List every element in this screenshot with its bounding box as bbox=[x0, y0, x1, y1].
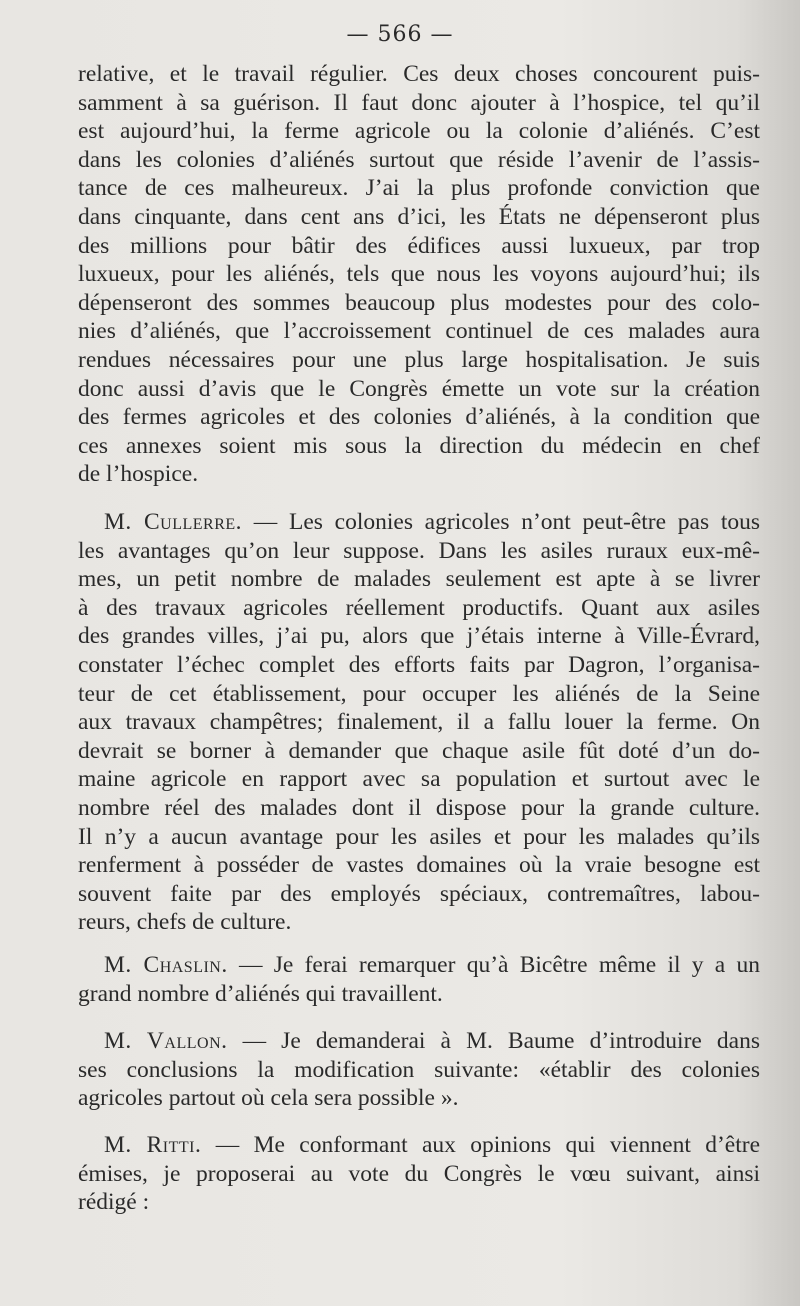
text-line: est aujourd’hui, la ferme agricole ou la colonie d’aliénés. C’est bbox=[78, 118, 760, 145]
text-line: luxueux, pour les aliénés, tels que nous les voyons aujourd’hui; ils bbox=[78, 261, 760, 288]
text-line: rendues nécessaires pour une plus large hospitalisation. Je suis bbox=[78, 346, 760, 373]
text-line: devrait se borner à demander que chaque asile fût doté d’un do- bbox=[78, 737, 760, 764]
text-line bbox=[78, 1027, 760, 1056]
speaker-name: M. Vallon. bbox=[104, 1028, 228, 1054]
paragraph-ritti bbox=[78, 1131, 760, 1217]
paragraph-continuation bbox=[78, 60, 760, 489]
text-line bbox=[78, 1131, 760, 1160]
text-fragment: — Les colonies agricoles n’ont peut-être pas tous bbox=[242, 509, 761, 535]
text-line: les avantages qu’on leur suppose. Dans les asiles ruraux eux-mê- bbox=[78, 537, 760, 564]
text-line: tance de ces malheureux. J’ai la plus profonde conviction que bbox=[78, 175, 760, 202]
text-line: des grandes villes, j’ai pu, alors que j’étais interne à Ville-Évrard, bbox=[78, 623, 760, 650]
text-line bbox=[78, 951, 760, 980]
text-fragment: — Me conformant aux opinions qui viennent d’être bbox=[201, 1132, 760, 1158]
text-line: Il n’y a aucun avantage pour les asiles et pour les malades qu’ils bbox=[78, 823, 760, 850]
page-number: — 566 — bbox=[346, 22, 454, 47]
text-line: dans les colonies d’aliénés surtout que réside l’avenir de l’assis- bbox=[78, 146, 760, 173]
speaker-name: M. Chaslin. bbox=[104, 952, 228, 978]
text-line: des fermes agricoles et des colonies d’aliénés, à la condition que bbox=[78, 404, 760, 431]
text-line: ses conclusions la modification suivante: «établir des colonies bbox=[78, 1056, 760, 1083]
text-line: agricoles partout où cela sera possible ». bbox=[78, 1085, 459, 1112]
text-line: mes, un petit nombre de malades seulement est apte à se livrer bbox=[78, 566, 760, 593]
text-line: dépenseront des sommes beaucoup plus modestes pour des colo- bbox=[78, 289, 760, 316]
text-line: samment à sa guérison. Il faut donc ajouter à l’hospice, tel qu’il bbox=[78, 89, 760, 116]
text-line: grand nombre d’aliénés qui travaillent. bbox=[78, 980, 443, 1007]
text-line: relative, et le travail régulier. Ces deux choses concourent puis- bbox=[78, 61, 760, 87]
paragraph-cullerre bbox=[78, 508, 760, 937]
text-line: rédigé : bbox=[78, 1189, 150, 1216]
speaker-name: M. Cullerre. bbox=[104, 509, 243, 535]
text-fragment: — Je demanderai à M. Baume d’introduire dans bbox=[227, 1028, 760, 1054]
text-line: de l’hospice. bbox=[78, 461, 199, 488]
text-line: aux travaux champêtres; finalement, il a fallu louer la ferme. On bbox=[78, 709, 760, 736]
text-line: souvent faite par des employés spéciaux, contremaîtres, labou- bbox=[78, 880, 760, 907]
text-line: à des travaux agricoles réellement productifs. Quant aux asiles bbox=[78, 594, 760, 621]
text-line: maine agricole en rapport avec sa population et surtout avec le bbox=[78, 766, 760, 793]
paragraph-vallon bbox=[78, 1027, 760, 1113]
text-line: des millions pour bâtir des édifices aussi luxueux, par trop bbox=[78, 232, 760, 259]
text-line bbox=[78, 508, 760, 537]
text-line: teur de cet établissement, pour occuper les aliénés de la Seine bbox=[78, 680, 760, 707]
text-fragment: — Je ferai remarquer qu’à Bicêtre même il y a un bbox=[227, 952, 760, 978]
text-line: nombre réel des malades dont il dispose pour la grande culture. bbox=[78, 794, 760, 821]
text-line: donc aussi d’avis que le Congrès émette un vote sur la création bbox=[78, 375, 760, 402]
speaker-name: M. Ritti. bbox=[104, 1132, 202, 1158]
text-line: renferment à posséder de vastes domaines où la vraie besogne est bbox=[78, 852, 760, 879]
text-line: reurs, chefs de culture. bbox=[78, 909, 292, 936]
text-line: nies d’aliénés, que l’accroissement continuel de ces malades aura bbox=[78, 318, 760, 345]
text-line: dans cinquante, dans cent ans d’ici, les États ne dépenseront plus bbox=[78, 203, 760, 230]
paragraph-chaslin bbox=[78, 951, 760, 1008]
text-line: constater l’échec complet des efforts faits par Dagron, l’organisa- bbox=[78, 651, 760, 678]
text-line: ces annexes soient mis sous la direction du médecin en chef bbox=[78, 432, 760, 459]
text-line: émises, je proposerai au vote du Congrès le vœu suivant, ainsi bbox=[78, 1160, 760, 1187]
